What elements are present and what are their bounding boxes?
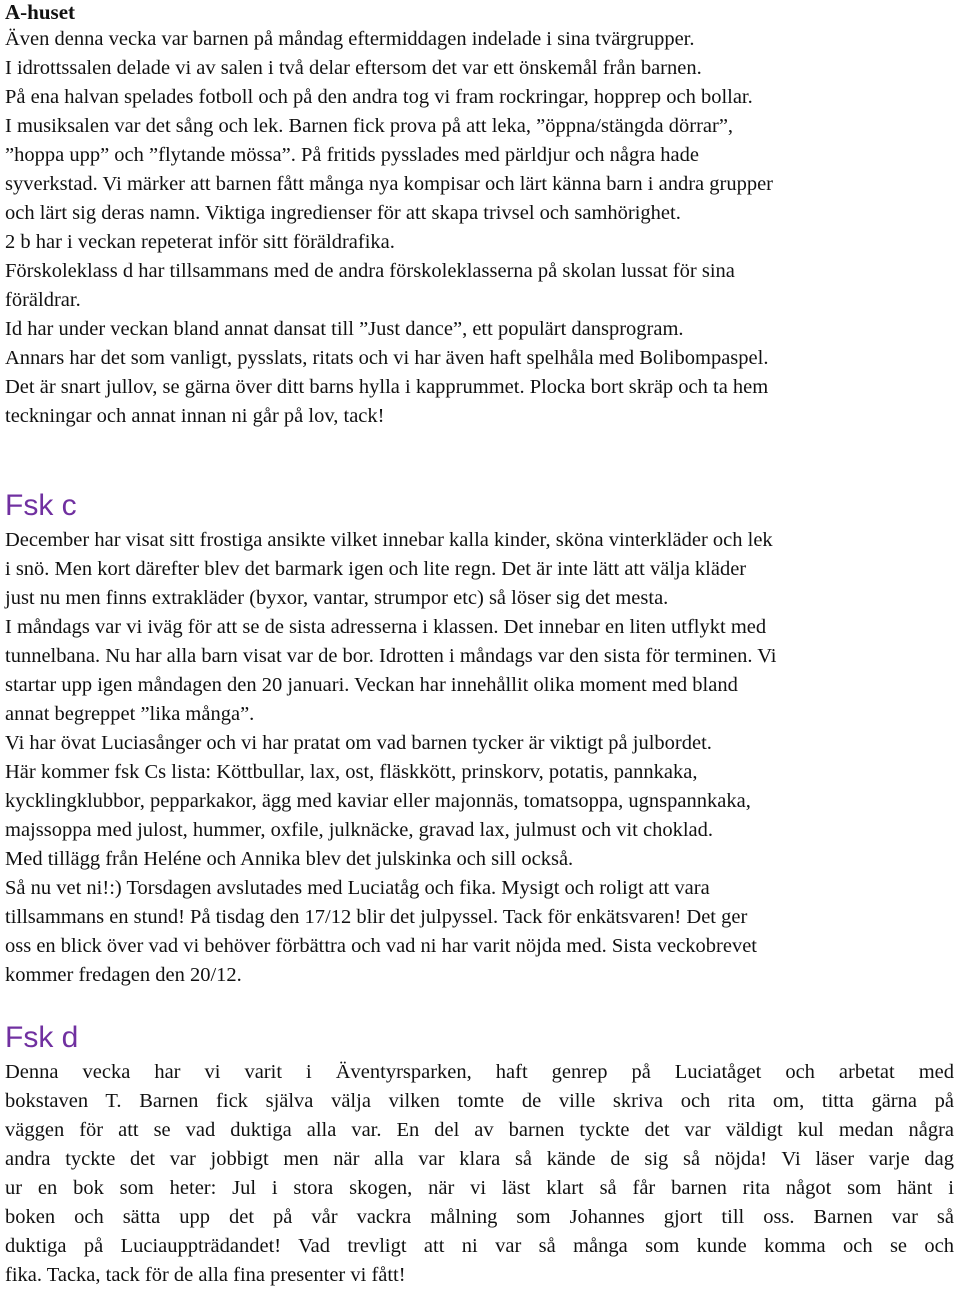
section-fsk-d [5,1018,954,1290]
text-line: just nu men finns extrakläder (byxor, vantar, strumpor etc) så löser sig det mesta. [5,587,669,609]
text-line: majssoppa med julost, hummer, oxfile, julknäcke, gravad lax, julmust och vit choklad. [5,819,713,841]
section-body [5,25,954,431]
section-heading: Fsk d [5,1021,79,1054]
section-heading: Fsk c [5,489,77,522]
text-line: föräldrar. [5,289,81,311]
text-line: i snö. Men kort därefter blev det barmark igen och lite regn. Det är inte lätt att välja kläder [5,558,747,580]
text-line: I musiksalen var det sång och lek. Barnen fick prova på att leka, ”öppna/stängda dörrar”, [5,115,734,137]
text-line: ur en bok som heter: Jul i stora skogen, när vi läst klart så får barnen rita något som hänt i [5,1177,954,1199]
text-line: Så nu vet ni!:) Torsdagen avslutades med Luciatåg och fika. Mysigt och roligt att vara [5,877,710,899]
text-line: annat begreppet ”lika många”. [5,703,255,725]
text-line: tunnelbana. Nu har alla barn visat var de bor. Idrotten i måndags var den sista för terminen. Vi [5,645,777,667]
text-line: Förskoleklass d har tillsammans med de andra förskoleklasserna på skolan lussat för sina [5,260,735,282]
text-line: väggen för att se vad duktiga alla var. En del av barnen tyckte det var väldigt kul medan några [5,1119,954,1141]
text-line: fika. Tacka, tack för de alla fina presenter vi fått! [5,1264,406,1286]
text-line: ”hoppa upp” och ”flytande mössa”. På fritids pysslades med pärldjur och några hade [5,144,699,166]
text-line: teckningar och annat innan ni går på lov, tack! [5,405,385,427]
text-line: bokstaven T. Barnen fick själva välja vilken tomte de ville skriva och rita om, titta gärna på [5,1090,954,1112]
text-line: boken och sätta upp det på vår vackra målning som Johannes gjort till oss. Barnen var så [5,1206,954,1228]
text-line: Med tillägg från Heléne och Annika blev det julskinka och sill också. [5,848,574,870]
section-body [5,1058,954,1290]
text-line: Här kommer fsk Cs lista: Köttbullar, lax, ost, fläskkött, prinskorv, potatis, pannkaka, [5,761,698,783]
text-line: Denna vecka har vi varit i Äventyrsparken, haft genrep på Luciatåget och arbetat med [5,1061,954,1083]
text-line: kycklingklubbor, pepparkakor, ägg med kaviar eller majonnäs, tomatsoppa, ugnspannkaka, [5,790,751,812]
section-a-huset [5,0,954,431]
text-line: 2 b har i veckan repeterat inför sitt föräldrafika. [5,231,395,253]
text-line: oss en blick över vad vi behöver förbättra och vad ni har varit nöjda med. Sista veckobrevet [5,935,757,957]
section-heading: A-huset [5,0,76,24]
text-line: Även denna vecka var barnen på måndag eftermiddagen indelade i sina tvärgrupper. [5,28,695,50]
section-body [5,526,954,990]
section-fsk-c [5,486,954,990]
text-line: På ena halvan spelades fotboll och på den andra tog vi fram rockringar, hopprep och bollar. [5,86,753,108]
text-line: kommer fredagen den 20/12. [5,964,242,986]
text-line: duktiga på Luciauppträdandet! Vad trevligt att ni var så många som kunde komma och se och [5,1235,954,1257]
text-line: Det är snart jullov, se gärna över ditt barns hylla i kapprummet. Plocka bort skräp och ta hem [5,376,769,398]
text-line: startar upp igen måndagen den 20 januari. Veckan har innehållit olika moment med bland [5,674,738,696]
text-line: Vi har övat Luciasånger och vi har pratat om vad barnen tycker är viktigt på julbordet. [5,732,712,754]
text-line: tillsammans en stund! På tisdag den 17/12 blir det julpyssel. Tack för enkätsvaren! Det ger [5,906,748,928]
text-line: December har visat sitt frostiga ansikte vilket innebar kalla kinder, sköna vinterkläder och lek [5,529,773,551]
text-line: Id har under veckan bland annat dansat till ”Just dance”, ett populärt dansprogram. [5,318,684,340]
text-line: I måndags var vi iväg för att se de sista adresserna i klassen. Det innebar en liten utflykt med [5,616,767,638]
text-line: och lärt sig deras namn. Viktiga ingredienser för att skapa trivsel och samhörighet. [5,202,681,224]
text-line: Annars har det som vanligt, pysslats, ritats och vi har även haft spelhåla med Bolibompaspel. [5,347,769,369]
text-line: I idrottssalen delade vi av salen i två delar eftersom det var ett önskemål från barnen. [5,57,702,79]
text-line: syverkstad. Vi märker att barnen fått många nya kompisar och lärt känna barn i andra grupper [5,173,773,195]
text-line: andra tyckte det var jobbigt men när alla var klara så kände de sig så nöjda! Vi läser varje dag [5,1148,954,1170]
